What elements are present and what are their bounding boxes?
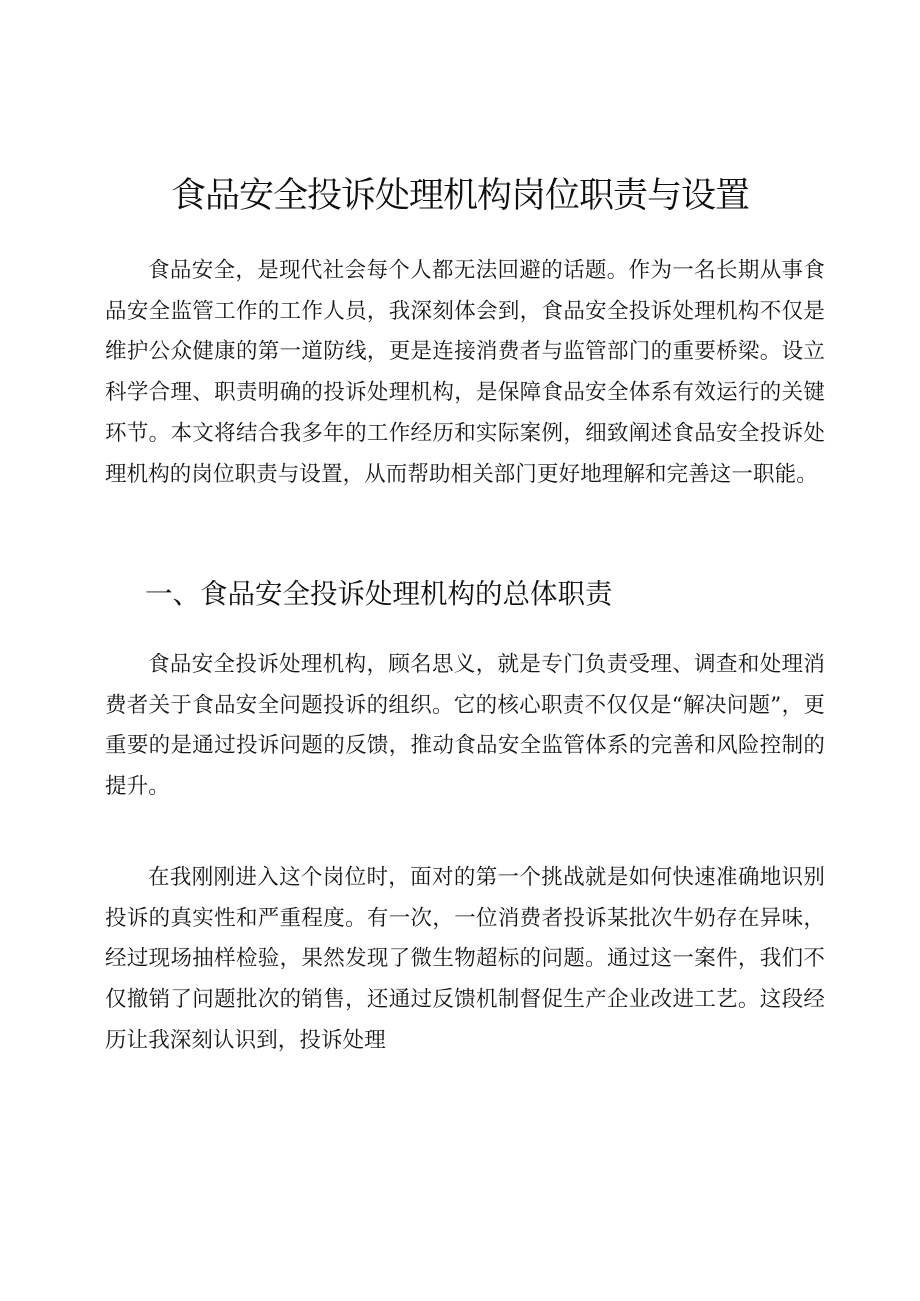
intro-paragraph: 食品安全，是现代社会每个人都无法回避的话题。作为一名长期从事食品安全监管工作的工作人员，我深刻体会到，食品安全投诉处理机构不仅是维护公众健康的第一道防线，更是连接消费者与监管部门的重要桥梁。设立科学合理、职责明确的投诉处理机构，是保障食品安全体系有效运行的关键环节。本文将结合我多年的工作经历和实际案例，细致阐述食品安全投诉处理机构的岗位职责与设置，从而帮助相关部门更好地理解和完善这一职能。 [105, 258, 825, 487]
body-paragraph: 食品安全投诉处理机构，顾名思义，就是专门负责受理、调查和处理消费者关于食品安全问题投诉的组织。它的核心职责不仅仅是“解决问题”，更重要的是通过投诉问题的反馈，推动食品安全监管体系的完善和风险控制的提升。 [105, 652, 825, 800]
section-heading: 一、食品安全投诉处理机构的总体职责 [145, 578, 613, 610]
document-title: 食品安全投诉处理机构岗位职责与设置 [170, 176, 749, 216]
body-paragraph: 在我刚刚进入这个岗位时，面对的第一个挑战就是如何快速准确地识别投诉的真实性和严重程度。有一次，一位消费者投诉某批次牛奶存在异味，经过现场抽样检验，果然发现了微生物超标的问题。通过这一案件，我们不仅撤销了问题批次的销售，还通过反馈机制督促生产企业改进工艺。这段经历让我深刻认识到，投诉处理 [105, 865, 825, 1053]
